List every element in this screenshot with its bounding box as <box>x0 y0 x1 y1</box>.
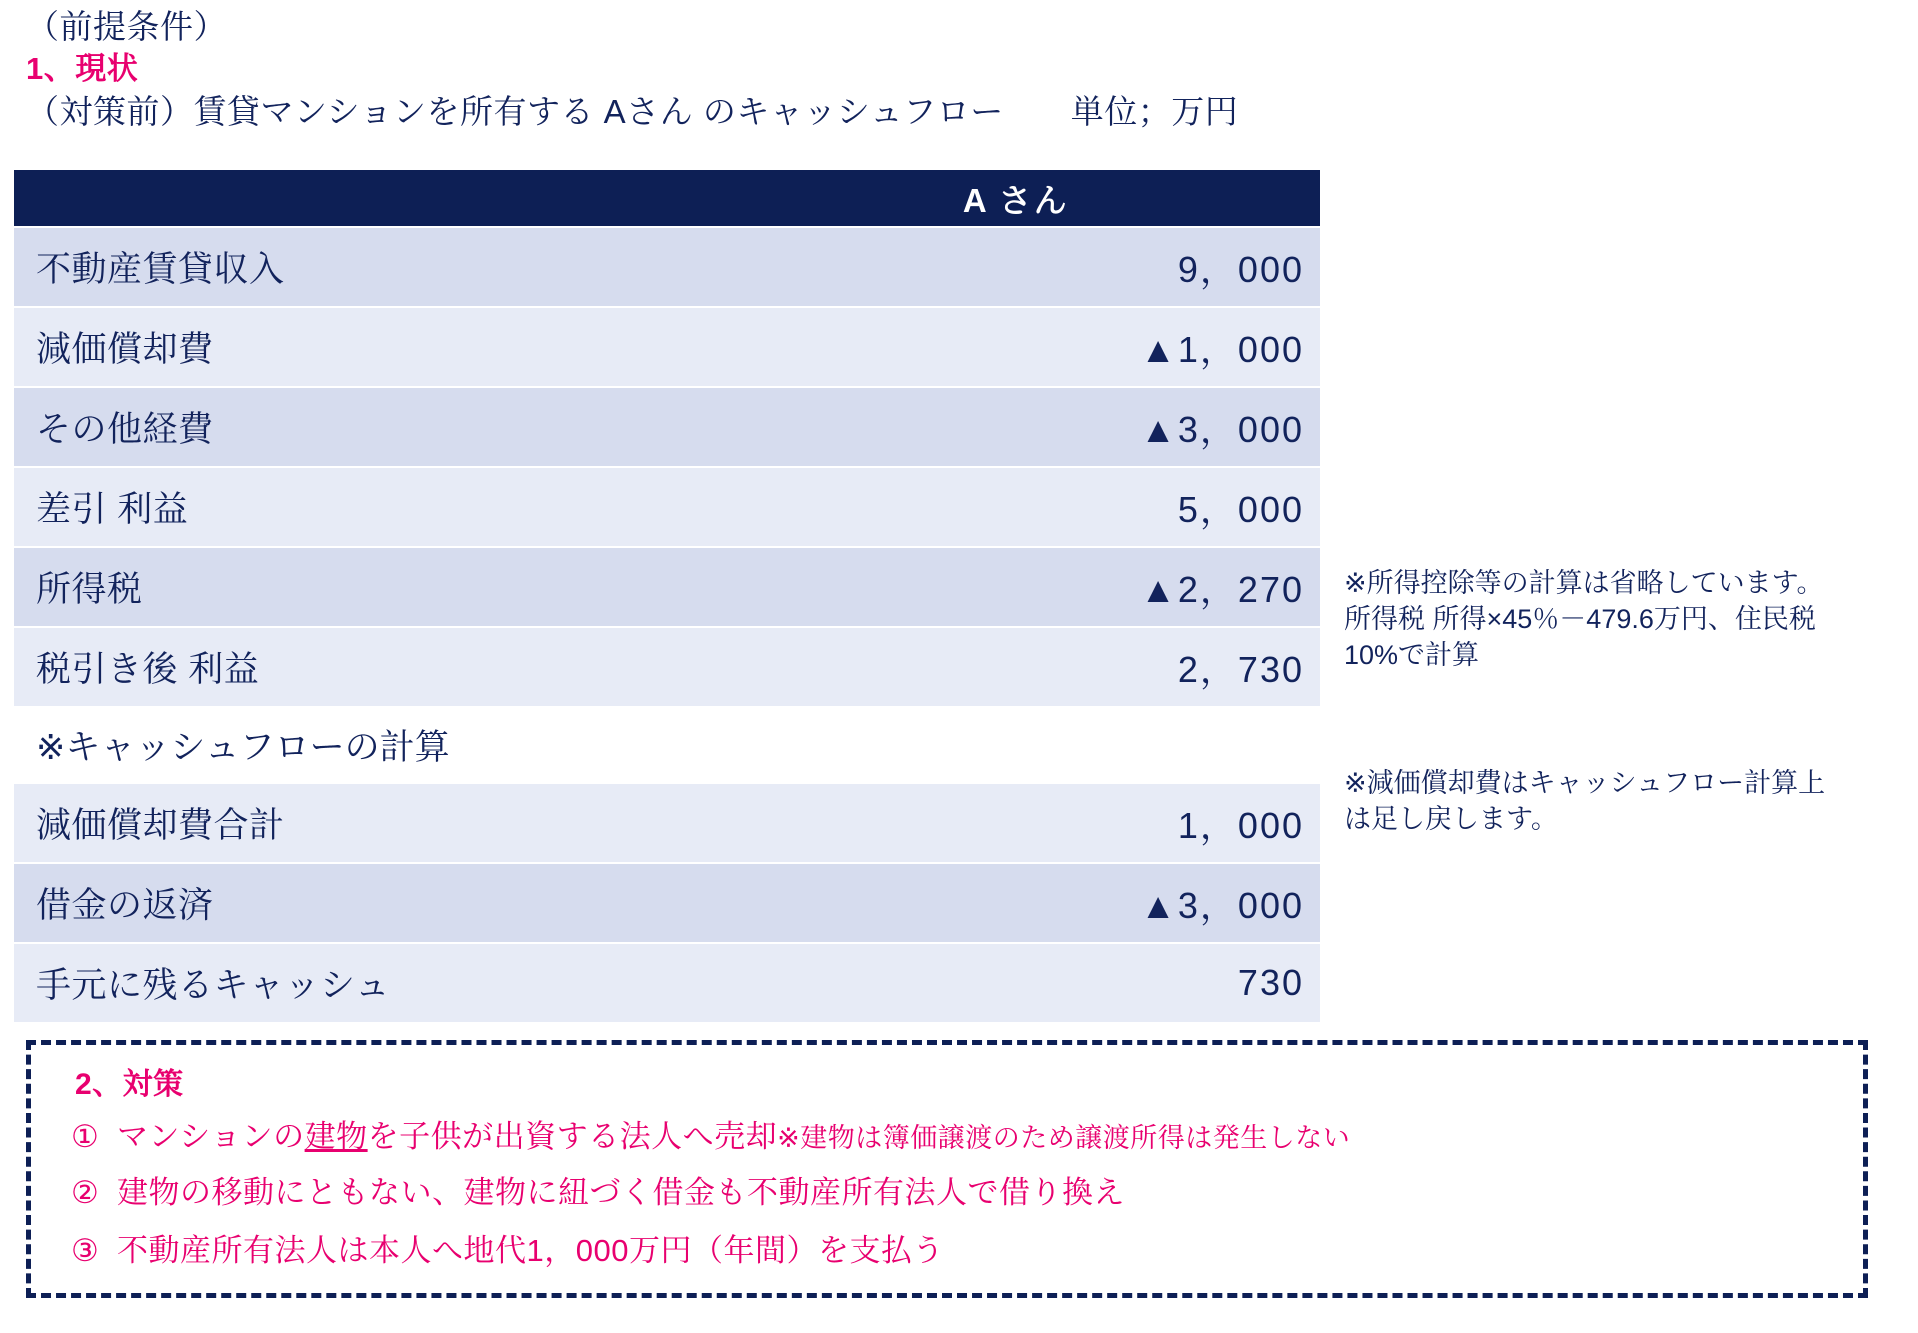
section-1-title: 1、現状 <box>26 51 139 86</box>
row-value: 730 <box>712 944 1320 1022</box>
side-note-depreciation: ※減価償却費はキャッシュフロー計算上は足し戻します。 <box>1344 768 1826 834</box>
header-block <box>26 6 1476 134</box>
measure-text-before: 不動産所有法人は本人へ地代1，000万円（年間）を支払う <box>117 1233 944 1268</box>
measure-text-after: を子供が出資する法人へ売却 <box>367 1119 778 1154</box>
cashflow-table <box>14 168 1320 1024</box>
table-row <box>14 944 1320 1022</box>
table-row <box>14 228 1320 306</box>
cashflow-note-blank <box>712 708 1320 782</box>
precondition-label: （前提条件） <box>26 8 227 45</box>
table-header-blank <box>14 170 712 226</box>
table-row <box>14 308 1320 386</box>
row-label: 借金の返済 <box>14 864 712 942</box>
measure-item-2 <box>71 1167 1125 1212</box>
measure-number: ① <box>71 1119 100 1154</box>
cashflow-note-row <box>14 708 1320 782</box>
row-label: その他経費 <box>14 388 712 466</box>
measure-item-1 <box>71 1111 1350 1156</box>
table-header-row <box>14 170 1320 226</box>
measure-text-before: マンションの <box>117 1119 305 1154</box>
row-value: ▲2，270 <box>712 548 1320 626</box>
row-label: 税引き後 利益 <box>14 628 712 706</box>
table-row <box>14 628 1320 706</box>
subtitle-label: （対策前）賃貸マンションを所有する Aさん のキャッシュフロー 単位；万円 <box>26 93 1239 130</box>
measures-box <box>26 1040 1868 1298</box>
row-value: 9，000 <box>712 228 1320 306</box>
measure-number: ② <box>71 1175 100 1210</box>
row-label: 不動産賃貸収入 <box>14 228 712 306</box>
measure-item-3 <box>71 1225 944 1270</box>
row-label: 減価償却費合計 <box>14 784 712 862</box>
table-header-person: A さん <box>712 170 1320 226</box>
table-row <box>14 388 1320 466</box>
row-value: 1，000 <box>712 784 1320 862</box>
measure-note: ※建物は簿価譲渡のため譲渡所得は発生しない <box>777 1123 1351 1153</box>
row-value: ▲1，000 <box>712 308 1320 386</box>
measure-number: ③ <box>71 1233 100 1268</box>
row-label: 減価償却費 <box>14 308 712 386</box>
measure-text-before: 建物の移動にともない、建物に紐づく借金も不動産所有法人で借り換え <box>117 1175 1125 1210</box>
row-value: 2，730 <box>712 628 1320 706</box>
row-value: 5，000 <box>712 468 1320 546</box>
row-label: 差引 利益 <box>14 468 712 546</box>
table-row <box>14 548 1320 626</box>
row-value: ▲3，000 <box>712 388 1320 466</box>
table-row <box>14 864 1320 942</box>
row-label: 所得税 <box>14 548 712 626</box>
measure-text-underline: 建物 <box>304 1119 368 1154</box>
row-label: 手元に残るキャッシュ <box>14 944 712 1022</box>
table-row <box>14 468 1320 546</box>
table-row <box>14 784 1320 862</box>
measures-title: 2、対策 <box>75 1068 184 1101</box>
row-value: ▲3，000 <box>712 864 1320 942</box>
cashflow-note-label: ※キャッシュフローの計算 <box>36 728 450 767</box>
side-note-income-tax: ※所得控除等の計算は省略しています。 所得税 所得×45％－479.6万円、住民税10%で計算 <box>1344 568 1824 670</box>
